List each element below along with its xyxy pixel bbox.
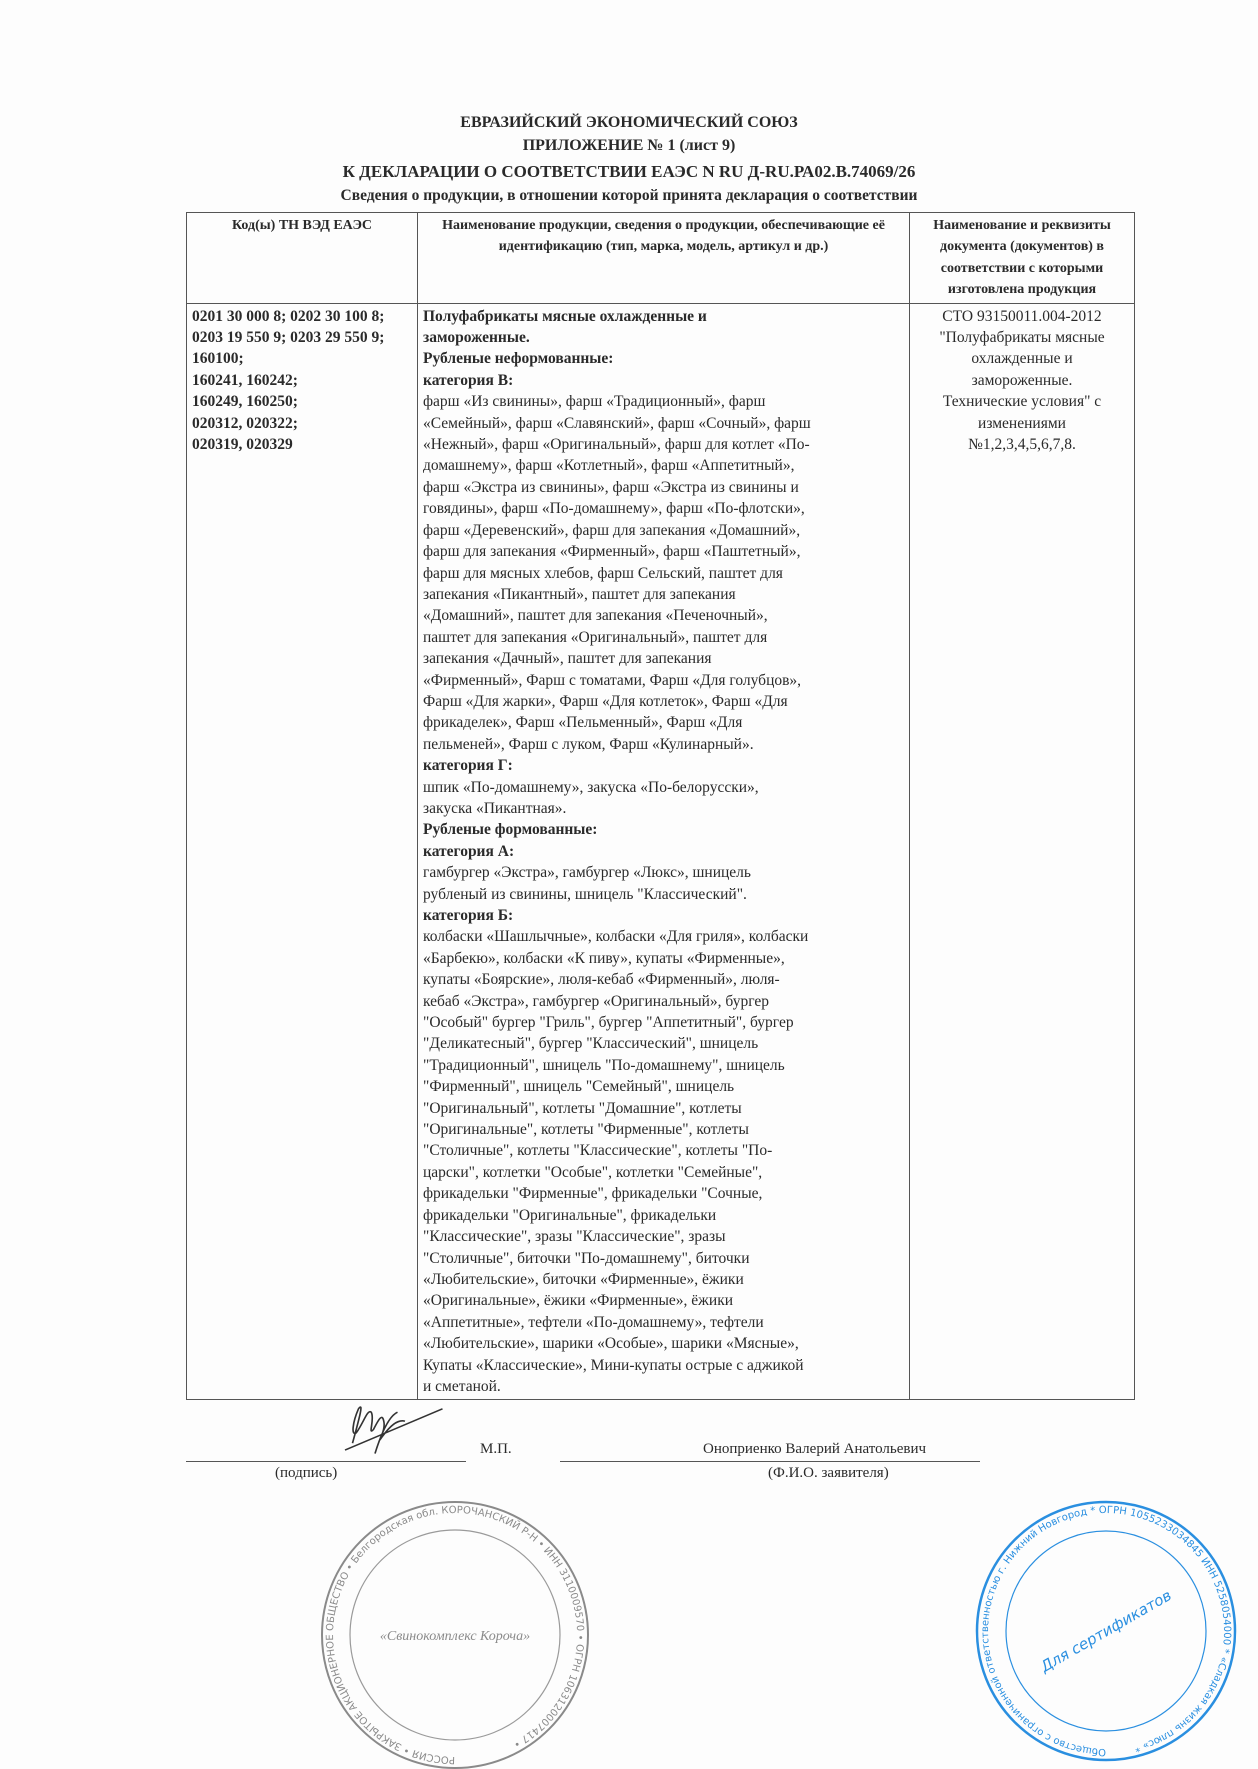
col-header-docs: Наименование и реквизиты документа (документов) в соответствии с которыми изготовлена продукция [910, 213, 1135, 304]
cell-line: фарш для мясных хлебов, фарш Сельский, паштет для [423, 564, 783, 582]
cell-line: Технические условия" с [942, 393, 1102, 411]
cell-line: «Аппетитные», тефтели «По-домашнему», тефтели [423, 1313, 764, 1331]
cell-line: фарш «Из свинины», фарш «Традиционный», фарш [423, 393, 766, 411]
standard-cell [910, 303, 1135, 1400]
cell-line: закуска «Пикантная». [423, 799, 567, 817]
cell-line: "Деликатесный", бургер "Классический", шницель [423, 1035, 759, 1053]
cell-line: 020312, 020322; [192, 414, 298, 432]
stamp-text: РОССИЯ • ЗАКРЫТОЕ АКЦИОНЕРНОЕ ОБЩЕСТВО • Белгородская обл. КОРОЧАНСКИЙ Р-Н • ИНН 3110009570 • ОГРН 1063120007417 • [325, 1504, 586, 1766]
signature-line [186, 1461, 466, 1462]
signature-label: (подпись) [275, 1465, 338, 1481]
cell-line: категория Б: [423, 907, 514, 924]
cell-line: «Домашний», паштет для запекания «Печеночный», [423, 607, 768, 625]
cell-line: фрикадельки "Фирменные", фрикадельки "Сочные, [423, 1185, 763, 1203]
cell-line: Рубленые неформованные: [423, 350, 614, 368]
cell-line: 160100; [192, 350, 244, 368]
cell-line: категория А: [423, 842, 515, 860]
cell-line: 020319, 020329 [192, 436, 293, 454]
stamp-text: «Свинокомплекс Короча» [379, 1629, 531, 1644]
cell-line: запекания «Дачный», паштет для запекания [423, 650, 712, 668]
cell-line: "Столичные", котлеты "Классические", котлеты "По- [423, 1142, 773, 1160]
stamp-text: Для сертификатов [1037, 1586, 1175, 1676]
cell-line: "Фирменный", шницель "Семейный", шницель [423, 1078, 735, 1096]
cell-line: 160241, 160242; [192, 371, 298, 389]
cell-line: категория В: [423, 371, 514, 389]
col-header-name: Наименование продукции, сведения о продукции, обеспечивающие её идентификацию (тип, марка, модель, артикул и др.) [418, 213, 910, 304]
cell-line: изменениями [978, 414, 1066, 432]
cell-line: 0201 30 000 8; 0202 30 100 8; [192, 307, 385, 325]
table-row [187, 303, 1135, 1400]
cell-line: "Полуфабрикаты мясные [939, 329, 1105, 347]
cell-line: гамбургер «Экстра», гамбургер «Люкс», шницель [423, 864, 751, 882]
cell-line: "Традиционный", шницель "По-домашнему", шницель [423, 1056, 785, 1074]
cell-line: «Барбекю», колбаски «К пиву», купаты «Фирменные», [423, 949, 785, 967]
cell-line: категория Г: [423, 757, 513, 775]
codes-cell [187, 303, 418, 1400]
cell-line: кебаб «Экстра», гамбургер «Оригинальный», бургер [423, 992, 769, 1010]
cell-line: СТО 93150011.004-2012 [942, 307, 1102, 325]
applicant-name: Оноприенко Валерий Анатольевич [703, 1441, 927, 1457]
stamp-text: Общество с ограниченной ответственностью г. Нижний Новгород * ОГРН 1055233034845 ИНН 5258054000 * «Сладкая жизнь плюс» * [980, 1504, 1233, 1758]
cell-line: запекания «Пикантный», паштет для запекания [423, 585, 736, 603]
cell-line: говядины», фарш «По-домашнему», фарш «По-флотски», [423, 500, 805, 518]
cell-line: "Особый" бургер "Гриль", бургер "Аппетитный", бургер [423, 1014, 794, 1032]
description-cell [418, 303, 910, 1400]
appendix-title: ПРИЛОЖЕНИЕ № 1 (лист 9) [522, 137, 736, 154]
cell-line: пельменей», Фарш с луком, Фарш «Кулинарный». [423, 735, 754, 753]
cell-line: «Нежный», фарш «Оригинальный», фарш для котлет «По- [423, 436, 810, 454]
col-header-codes: Код(ы) ТН ВЭД ЕАЭС [187, 213, 418, 304]
cell-line: Рубленые формованные: [423, 821, 598, 839]
cell-line: "Оригинальный", котлеты "Домашние", котлеты [423, 1099, 742, 1117]
cell-line: «Оригинальные», ёжики «Фирменные», ёжики [423, 1292, 734, 1310]
company-seal [320, 1500, 590, 1769]
declaration-number: К ДЕКЛАРАЦИИ О СООТВЕТСТВИИ ЕАЭС N RU Д-RU.РА02.В.74069/26 [342, 162, 916, 181]
cell-line: охлажденные и [971, 350, 1073, 368]
cell-line: фрикадельки "Оригинальные", фрикадельки [423, 1206, 717, 1224]
table-header-row [187, 213, 1135, 304]
cell-line: колбаски «Шашлычные», колбаски «Для гриля», колбаски [423, 928, 809, 946]
certification-stamp [975, 1500, 1237, 1762]
applicant-label: (Ф.И.О. заявителя) [768, 1465, 889, 1481]
cell-line: замороженные. [423, 329, 530, 347]
cell-line: «Любительские», биточки «Фирменные», ёжики [423, 1270, 744, 1288]
cell-line: и сметаной. [423, 1377, 501, 1395]
cell-line: «Фирменный», Фарш с томатами, Фарш «Для голубцов», [423, 671, 802, 689]
cell-line: рубленый из свинины, шницель "Классический". [423, 885, 747, 903]
cell-line: фрикаделек», Фарш «Пельменный», Фарш «Для [423, 714, 743, 732]
cell-line: фарш «Экстра из свинины», фарш «Экстра из свинины и [423, 478, 799, 496]
cell-line: "Классические", зразы "Классические", зразы [423, 1228, 726, 1246]
cell-line: "Столичные", биточки "По-домашнему", биточки [423, 1249, 750, 1267]
seal-place-label: М.П. [480, 1441, 512, 1457]
name-line [560, 1461, 980, 1462]
cell-line: "Оригинальные", котлеты "Фирменные", котлеты [423, 1121, 749, 1139]
cell-line: паштет для запекания «Оригинальный», паштет для [423, 628, 768, 646]
cell-line: №1,2,3,4,5,6,7,8. [968, 436, 1076, 454]
cell-line: фарш «Деревенский», фарш для запекания «Домашний», [423, 521, 801, 539]
cell-line: 160249, 160250; [192, 393, 298, 411]
cell-line: шпик «По-домашнему», закуска «По-белорусски», [423, 778, 759, 796]
cell-line: «Любительские», шарики «Особые», шарики «Мясные», [423, 1335, 799, 1353]
union-title: ЕВРАЗИЙСКИЙ ЭКОНОМИЧЕСКИЙ СОЮЗ [460, 114, 798, 131]
cell-line: купаты «Боярские», люля-кебаб «Фирменный», люля- [423, 971, 780, 989]
cell-line: «Семейный», фарш «Славянский», фарш «Сочный», фарш [423, 414, 811, 432]
cell-line: фарш для запекания «Фирменный», фарш «Паштетный», [423, 543, 801, 561]
table-caption: Сведения о продукции, в отношении которой принята декларация о соответствии [340, 187, 918, 204]
cell-line: царски", котлетки "Особые", котлетки "Семейные", [423, 1163, 763, 1181]
signature [330, 1395, 480, 1457]
cell-line: замороженные. [971, 371, 1073, 389]
cell-line: Полуфабрикаты мясные охлажденные и [423, 307, 707, 325]
products-table [186, 212, 1135, 1400]
cell-line: Купаты «Классические», Мини-купаты острые с аджикой [423, 1356, 804, 1374]
cell-line: Фарш «Для жарки», Фарш «Для котлеток», Фарш «Для [423, 692, 788, 710]
cell-line: домашнему», фарш «Котлетный», фарш «Аппетитный», [423, 457, 795, 475]
cell-line: 0203 19 550 9; 0203 29 550 9; [192, 329, 385, 347]
